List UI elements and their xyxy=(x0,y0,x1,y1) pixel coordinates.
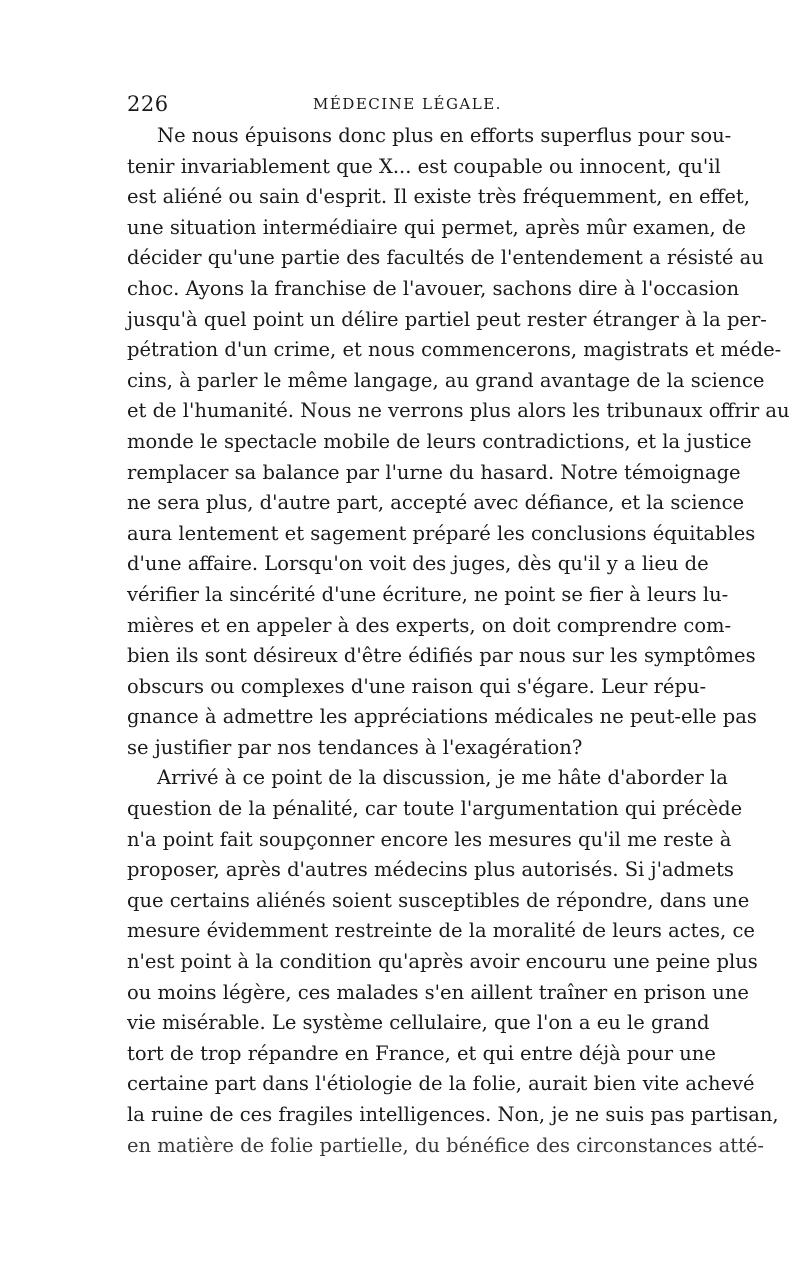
text-line-34: en matière de folie partielle, du bénéfice des circonstances atté- xyxy=(127,1133,765,1157)
text-line-29: ou moins légère, ces malades s'en aillent traîner en prison une xyxy=(127,980,749,1004)
text-line-23: question de la pénalité, car toute l'argumentation qui précède xyxy=(127,797,743,821)
page-number: 226 xyxy=(127,92,169,116)
text-line-22: Arrivé à ce point de la discussion, je me hâte d'aborder la xyxy=(157,766,728,790)
text-line-15: d'une affaire. Lorsqu'on voit des juges, dès qu'il y a lieu de xyxy=(127,552,709,576)
running-head xyxy=(127,92,673,118)
text-line-3: est aliéné ou sain d'esprit. Il existe très fréquemment, en effet, xyxy=(127,185,750,209)
text-line-7: jusqu'à quel point un délire partiel peut rester étranger à la per- xyxy=(127,307,767,331)
text-line-9: cins, à parler le même langage, au grand avantage de la science xyxy=(127,368,765,392)
text-line-30: vie misérable. Le système cellulaire, que l'on a eu le grand xyxy=(127,1011,710,1035)
text-line-13: ne sera plus, d'autre part, accepté avec défiance, et la science xyxy=(127,491,745,515)
text-line-21: se justifier par nos tendances à l'exagération? xyxy=(127,735,583,759)
text-line-1: Ne nous épuisons donc plus en efforts superflus pour sou- xyxy=(157,124,732,147)
text-line-25: proposer, après d'autres médecins plus autorisés. Si j'admets xyxy=(127,858,734,882)
text-line-12: remplacer sa balance par l'urne du hasard. Notre témoignage xyxy=(127,460,741,484)
text-line-31: tort de trop répandre en France, et qui entre déjà pour une xyxy=(127,1041,716,1065)
text-line-24: n'a point fait soupçonner encore les mesures qu'il me reste à xyxy=(127,827,732,851)
text-line-27: mesure évidemment restreinte de la moralité de leurs actes, ce xyxy=(127,919,755,943)
text-line-20: gnance à admettre les appréciations médicales ne peut-elle pas xyxy=(127,705,757,729)
running-title: MÉDECINE LÉGALE. xyxy=(313,95,502,113)
text-line-6: choc. Ayons la franchise de l'avouer, sachons dire à l'occasion xyxy=(127,276,740,300)
text-line-17: mières et en appeler à des experts, on doit comprendre com- xyxy=(127,613,732,637)
body-text xyxy=(127,121,790,1161)
text-line-14: aura lentement et sagement préparé les conclusions équitables xyxy=(127,521,756,545)
text-line-33: la ruine de ces fragiles intelligences. Non, je ne suis pas partisan, xyxy=(127,1103,779,1126)
text-line-28: n'est point à la condition qu'après avoir encouru une peine plus xyxy=(127,950,758,974)
text-line-10: et de l'humanité. Nous ne verrons plus alors les tribunaux offrir au xyxy=(127,399,790,423)
text-line-26: que certains aliénés soient susceptibles de répondre, dans une xyxy=(127,888,750,912)
text-line-5: décider qu'une partie des facultés de l'entendement a résisté au xyxy=(127,246,764,270)
text-line-16: vérifier la sincérité d'une écriture, ne point se fier à leurs lu- xyxy=(127,582,729,606)
text-line-4: une situation intermédiaire qui permet, après mûr examen, de xyxy=(127,215,746,239)
text-line-18: bien ils sont désireux d'être édifiés par nous sur les symptômes xyxy=(127,644,756,668)
text-line-11: monde le spectacle mobile de leurs contradictions, et la justice xyxy=(127,429,752,453)
text-line-2: tenir invariablement que X... est coupable ou innocent, qu'il xyxy=(127,154,721,178)
text-line-8: pétration d'un crime, et nous commencerons, magistrats et méde- xyxy=(127,338,782,362)
text-line-19: obscurs ou complexes d'une raison qui s'égare. Leur répu- xyxy=(127,674,707,698)
text-line-32: certaine part dans l'étiologie de la folie, aurait bien vite achevé xyxy=(127,1072,755,1096)
